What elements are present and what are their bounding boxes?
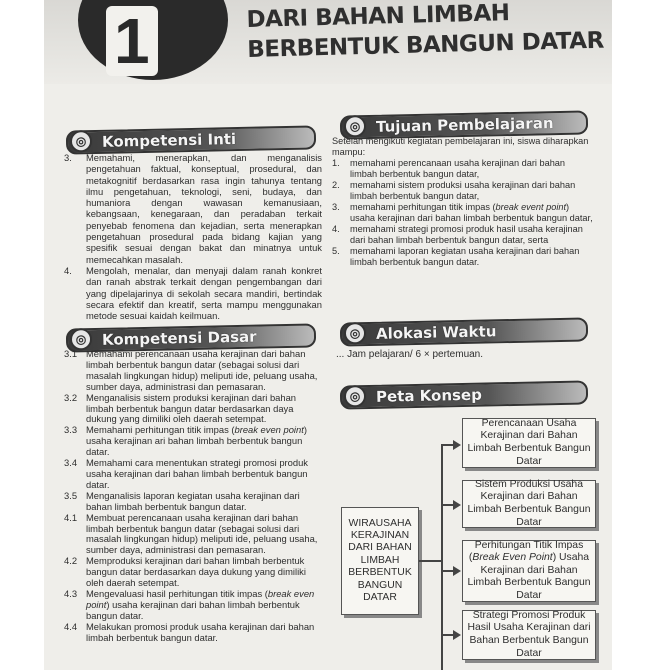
list-item <box>332 246 594 268</box>
list-item <box>332 224 594 246</box>
item-number: 1. <box>332 158 340 168</box>
list-item <box>332 158 594 180</box>
item-number: 3.5 <box>64 489 78 501</box>
list-item <box>64 458 326 491</box>
section-bullet-icon: ◎ <box>344 385 366 407</box>
connector-line <box>441 444 443 670</box>
concept-map-node-3 <box>462 540 596 602</box>
item-text: Melakukan promosi produk usaha kerajinan dari bahan limbah berbentuk bangun datar. <box>86 620 315 643</box>
item-number: 3.1 <box>64 348 78 359</box>
list-item <box>64 513 326 557</box>
concept-map-node-2: Sistem Produksi Usaha Kerajinan dari Bahan Limbah Berbentuk Bangun Datar <box>462 480 596 528</box>
list-item <box>64 556 326 589</box>
section-bullet-icon: ◎ <box>344 115 366 137</box>
node-text: ) Usaha Kerajinan dari Bahan Limbah Berbentuk Bangun Datar <box>467 552 591 601</box>
item-text: Memahami perencanaan usaha kerajinan dari bahan limbah berbentuk bangun datar (sebagai solusi dari masalah lingkungan hidup) meliputi ide, peluang usaha, sumber daya, administrasi dan pemasaran. <box>86 348 318 392</box>
item-text: Menganalisis sistem produksi kerajinan dari bahan limbah berbentuk bangun datar berdasarkan daya dukung yang dimiliki oleh daerah setempat. <box>86 391 297 425</box>
section-bullet-icon: ◎ <box>70 328 92 350</box>
item-text: Menganalisis laporan kegiatan usaha kerajinan dari bahan limbah berbentuk bangun datar. <box>86 489 300 512</box>
list-item <box>64 491 326 513</box>
item-text-italic: break even point <box>234 424 304 436</box>
tujuan-list <box>332 136 594 268</box>
concept-map-node-4: Strategi Promosi Produk Hasil Usaha Kerajinan dari Bahan Berbentuk Bangun Datar <box>462 610 596 660</box>
item-text: Memahami cara menentukan strategi promosi produk usaha kerajinan dari bahan limbah berbentuk bangun datar. <box>86 457 308 490</box>
section-bullet-icon: ◎ <box>344 322 366 344</box>
item-text: memahami laporan kegiatan usaha kerajinan dari bahan limbah berbentuk bangun datar. <box>350 246 580 267</box>
item-number: 4. <box>332 224 340 234</box>
arrow-icon <box>453 630 461 640</box>
textbook-page <box>44 0 612 670</box>
list-item <box>332 202 594 224</box>
arrow-icon <box>453 500 461 510</box>
kompetensi-inti-label: Kompetensi Inti <box>101 130 237 151</box>
item-text: memahami perencanaan usaha kerajinan dari bahan limbah berbentuk bangun datar, <box>350 158 566 179</box>
item-text: ) usaha kerajinan dari bahan limbah berbentuk bangun datar, <box>350 202 593 223</box>
item-text-italic: break event point <box>495 202 567 212</box>
chapter-title-line1: DARI BAHAN LIMBAH <box>246 0 510 33</box>
kompetensi-inti-heading <box>66 125 316 154</box>
item-number: 3. <box>332 202 340 212</box>
item-text: Mengolah, menalar, dan menyaji dalam ranah konkret dan ranah abstrak terkait dengan pengembangan dari yang dipelajarinya di sekolah secara mandiri, bertindak secara efektif dan kreatif, serta mampu menggunakan metode sesuai kaidah keilmuan. <box>86 264 322 322</box>
alokasi-heading <box>340 317 588 346</box>
item-text: Mengevaluasi hasil perhitungan titik impas ( <box>86 587 268 599</box>
page-margin-right <box>612 0 670 670</box>
page-margin-left <box>0 0 44 670</box>
list-item <box>64 393 326 426</box>
item-number: 5. <box>332 246 340 256</box>
chapter-title-line2: BERBENTUK BANGUN DATAR <box>246 27 605 63</box>
list-item <box>64 265 322 321</box>
item-number: 3.4 <box>64 457 78 469</box>
list-item <box>64 622 326 644</box>
list-item <box>64 425 326 458</box>
tujuan-intro: Setelah mengikuti kegiatan pembelajaran ini, siswa diharapkan mampu: <box>332 136 589 157</box>
item-number: 3. <box>64 152 72 163</box>
item-text: memahami sistem produksi usaha kerajinan dari bahan limbah berbentuk bangun datar, <box>350 180 576 201</box>
list-item <box>64 152 322 265</box>
list-item <box>64 349 326 393</box>
chapter-number: 1 <box>106 6 158 76</box>
peta-konsep-heading <box>340 380 588 409</box>
item-number: 4.3 <box>64 587 78 599</box>
item-text: memahami strategi promosi produk hasil usaha kerajinan dari bahan limbah berbentuk bangun datar, serta <box>350 224 583 245</box>
chapter-header <box>44 0 612 84</box>
list-item <box>64 589 326 622</box>
item-text: Memahami perhitungan titik impas ( <box>86 424 235 436</box>
concept-map-node-1: Perencanaan Usaha Kerajinan dari Bahan Limbah Berbentuk Bangun Datar <box>462 418 596 468</box>
item-number: 2. <box>332 180 340 190</box>
section-bullet-icon: ◎ <box>70 130 92 152</box>
kompetensi-inti-list <box>64 152 322 321</box>
arrow-icon <box>453 440 461 450</box>
item-number: 4. <box>64 264 72 276</box>
item-number: 4.4 <box>64 620 78 632</box>
item-text: Memproduksi kerajinan dari bahan limbah berbentuk bangun datar berdasarkan daya dukung yang dimiliki oleh daerah setempat. <box>86 555 306 589</box>
item-text: memahami perhitungan titik impas ( <box>350 202 496 212</box>
item-number: 4.1 <box>64 511 78 523</box>
alokasi-label: Alokasi Waktu <box>375 322 497 343</box>
item-number: 4.2 <box>64 555 78 567</box>
alokasi-text: ... Jam pelajaran/ 6 × pertemuan. <box>336 349 484 360</box>
kompetensi-dasar-label: Kompetensi Dasar <box>101 327 257 349</box>
node-text: Perhitungan Titik Impas ( <box>468 539 584 564</box>
peta-konsep-label: Peta Konsep <box>375 385 483 406</box>
item-text: ) usaha kerajinan ari bahan limbah berbentuk bangun datar. <box>86 424 307 458</box>
tujuan-label: Tujuan Pembelajaran <box>375 114 554 136</box>
item-text: ) usaha kerajinan dari bahan limbah berbentuk bangun datar. <box>86 598 300 621</box>
item-number: 3.3 <box>64 424 78 436</box>
item-text-italic: break even point <box>86 587 315 610</box>
arrow-icon <box>453 566 461 576</box>
kompetensi-dasar-list <box>64 349 326 643</box>
connector-line <box>419 560 441 562</box>
list-item <box>332 180 594 202</box>
item-text: Memahami, menerapkan, dan menganalisis pengetahuan faktual, konseptual, prosedural, dan metakognitif berdasarkan rasa ingin tahunya tentang ilmu pengetahuan, teknologi, seni, budaya, dan humaniora dengan wawasan kemanusiaan, kebangsaan, kenegaraan, dan peradaban terkait penyebab fenomena dan kejadian, serta menerapkan pengetahuan prosedural pada bidang kajian yang spesifik sesuai dengan bakat dan minatnya untuk memecahkan masalah. <box>86 152 322 265</box>
item-number: 3.2 <box>64 391 78 403</box>
item-text: Membuat perencanaan usaha kerajinan dari bahan limbah berbentuk bangun datar (sebagai solusi dari masalah lingkungan hidup) meliputi ide, peluang usaha, sumber daya, administrasi dan pemasaran. <box>86 511 318 556</box>
concept-map-root: WIRAUSAHA KERAJINAN DARI BAHAN LIMBAH BERBENTUK BANGUN DATAR <box>341 507 419 615</box>
node-text-italic: Break Even Point <box>472 552 553 564</box>
chapter-title <box>246 0 607 63</box>
